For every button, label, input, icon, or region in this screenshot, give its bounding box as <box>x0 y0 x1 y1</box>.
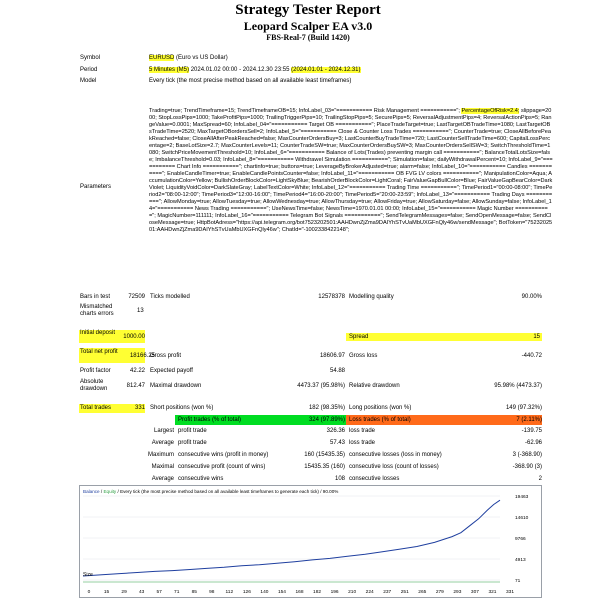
chart-y-tick-label: 14610 <box>515 516 529 521</box>
maximal-profit-label: consecutive profit (count of wins) <box>178 464 266 470</box>
grossloss-label: Gross loss <box>349 353 378 359</box>
maximal-loss-value: -368.90 (3) <box>512 464 542 470</box>
average-loss-value: -62.96 <box>524 440 542 446</box>
chart-x-tick-label: 182 <box>313 590 322 595</box>
short-label: Short positions (won %) <box>150 405 214 411</box>
chart-x-tick-label: 210 <box>348 590 357 595</box>
chart-x-tick-label: 307 <box>470 590 479 595</box>
symbol-value <box>149 55 228 62</box>
model-label: Model <box>80 78 97 84</box>
chart-x-tick-label: 154 <box>277 590 286 595</box>
chart-x-tick-label: 29 <box>121 590 127 595</box>
chart-size-label: Size <box>83 572 93 578</box>
parameters-before: Trading=true; TrendTimeframe=15; TrendTimeframeOB=15; InfoLabel_03="=========== Risk Management ==========="; <box>149 108 462 114</box>
chart-x-tick-label: 85 <box>191 590 197 595</box>
report-build: FBS-Real-7 (Build 1420) <box>266 33 350 42</box>
largest-label: Largest <box>153 428 174 434</box>
long-value: 149 (97.32%) <box>505 405 542 411</box>
largest-loss-label: loss trade <box>349 428 376 434</box>
grossprofit-label: Gross profit <box>150 353 182 359</box>
period-label: Period <box>80 67 98 73</box>
reldd-label: Relative drawdown <box>349 383 400 389</box>
largest-profit-value: 326.36 <box>326 428 345 434</box>
maximum-label: Maximum <box>147 452 174 458</box>
grossloss-value: -440.72 <box>521 353 542 359</box>
largest-loss-value: -139.75 <box>521 428 542 434</box>
profit-trades-value: 324 (97.89%) <box>308 417 345 423</box>
grossprofit-value: 18606.97 <box>319 353 345 359</box>
period-timeframe: 5 Minutes (M5) <box>149 67 190 73</box>
pf-label: Profit factor <box>80 368 111 374</box>
chart-series <box>83 500 500 582</box>
avg-wins-label: consecutive wins <box>178 476 224 482</box>
parameters-after: slippage=2000; StopLossPips=1000; TakeProfitPips=1000; TrailingTriggerPips=10; TrailingStopPips=5; SecurePips=5; ReversalAdjustmentPips=4; ReversalActionPips=5; RangeValue=0.0001; MaxSpread=60; InfoLabel_04="=========== Target OB ==========="; PlaceTradeTarget=true; LastTargetOBTradeTime=1080; LastTargetOBsTradeTime=2520; MaxTargetOBordersSell=2; InfoLabel_5="=========== Close & Counter Loss Trades ==========="; CounterTrade=true; CloseAllBeforePeakReached=false; CloseAllAfterPeakReached=false; MaxCounterOrdersBuy=3; LastCounterBuyTradeTime=720; LastCounterSellTradeTime=600; CapitalLossPercentage=2; BaseLotSize=2.7; MaxCounterLevels=11; CounterTradeSW=true; MaxCounterOrdersBuySW=3; MaxCounterOrdersSellSW=3; SwitchThresholdTime=1080; SwitchPriceMovementThreshold=10; InfoLabel_6="=========== Balance of Lots(Trades) preventing margin call ==========="; BalanceTotalLotsSize=false; ImbalanceThreshold=0.03; InfoLabel_8="=========== Withdrawel Simulation ==========="; Simulation=false; dailyWithdrawalPercent=10; InfoLabel_9="=========== Chart Info ==========="; chartinfo=true; buttons=true; LeverageByBrokerAdjusted=true; alarm=false; InfoLabel_10="=========== Candles ==========="; EnableCandleTimer=true; EnableCandlePointsCounter=false; InfoLabel_11="=========== OB FVG LV colors ==========="; ManipulationColor=Aqua; AccumulationColor=Yellow; BullishOrderBlockColor=LightSkyBlue; BearishOrderBlockColor=LightCoral; FairValueGapBullColor=Blue; FairValueGapBearColor=DarkViolet; LiquidityVoidColor=DarkSlateGray; LabelTextColor=White; InfoLabel_12="=========== Trading Time ==========="; TimePeriod1="00:00-08:00"; TimePeriod2="08:00-12:00"; TimePeriod3="12:00-16:00"; TimePeriod4="16:00-20:00"; TimePeriod5="20:00-23:59"; InfoLabel_13="=========== Trading Days ==========="; AllowMonday=true; AllowTuesday=true; AllowWednesday=true; AllowThursday=true; AllowFriday=true; AllowSaturday=false; AllowSunday=false; InfoLabel_14="=========== News Trading ==========="; UseNewsTime=false; NewsTime=1970.01.01 00:00; InfoLabel_15="=========== Magic Number ==========="; MagicNumber=111111; InfoLabel_16="=========== Telegram Bot Signals ==========="; SendTelegramMessages=false; SendOpenMessage=false; SendCloseMessage=true; HttpBotAdress="https://api.telegram.org/bot7523202501:AAHDwnZjZma9DAIYhSTvUaMbUXGFnQly46w/sendMessage"; BotToken="7523202501:AAHDwnZjZma9DAIYhSTvUaMbUXGFnQly46w"; ChatId="-1002338422148"; <box>149 108 553 233</box>
chart-y-tick-label: 71 <box>515 579 521 584</box>
avg-losses-value: 2 <box>538 476 542 482</box>
max-wins-label: consecutive wins (profit in money) <box>178 452 269 458</box>
chart-x-tick-label: 140 <box>260 590 269 595</box>
chart-x-tick-label: 43 <box>138 590 145 595</box>
chart-header-rest: / Every tick (the most precise method based on all available least timeframes to generate each tick) / 90.00% <box>116 489 339 494</box>
spread-value: 15 <box>533 334 540 340</box>
chart-x-tick-label: 279 <box>435 590 444 595</box>
balance-chart <box>79 485 542 598</box>
average-loss-label: loss trade <box>349 440 376 446</box>
avg-consecutive-label: Average <box>151 476 174 482</box>
report-subtitle: Leopard Scalper EA v3.0 <box>243 19 373 33</box>
chart-x-tick-label: 321 <box>488 590 497 595</box>
maxdd-label: Maximal drawdown <box>150 383 202 389</box>
quality-value: 90.00% <box>521 294 542 300</box>
maximal-loss-label: consecutive loss (count of losses) <box>349 464 439 470</box>
ticks-value: 12578378 <box>318 294 345 300</box>
absdd-value: 812.47 <box>126 383 145 389</box>
period-value <box>149 67 361 74</box>
chart-x-tick-label: 265 <box>418 590 427 595</box>
absdd-label: Absolute drawdown <box>80 379 108 392</box>
mismatch-value: 13 <box>137 308 144 314</box>
trades-value: 331 <box>134 405 145 411</box>
short-value: 182 (98.35%) <box>308 405 345 411</box>
chart-header-sep: / <box>99 489 104 494</box>
ticks-label: Ticks modelled <box>150 294 190 300</box>
long-label: Long positions (won %) <box>349 405 412 411</box>
quality-label: Modelling quality <box>349 294 394 300</box>
profit-trades-label: Profit trades (% of total) <box>178 417 242 423</box>
max-wins-value: 160 (15435.35) <box>304 452 345 458</box>
chart-y-tick-label: 9766 <box>515 537 526 542</box>
chart-header-balance: Balance <box>83 489 100 494</box>
chart-x-tick-label: 112 <box>225 590 234 595</box>
avg-losses-label: consecutive losses <box>349 476 400 482</box>
model-value: Every tick (the most precise method based on all available least timeframes) <box>149 78 352 84</box>
chart-x-tick-label: 0 <box>87 590 91 595</box>
max-losses-value: 3 (-368.90) <box>512 452 542 458</box>
chart-x-tick-label: 15 <box>103 590 110 595</box>
largest-profit-label: profit trade <box>178 428 207 434</box>
maxdd-value: 4473.37 (95.98%) <box>297 383 345 389</box>
loss-trades-label: Loss trades (% of total) <box>349 417 411 423</box>
netprofit-label: Total net profit <box>80 349 118 355</box>
parameters-risk-highlight: PercentageOfRisk=2.4; <box>461 108 520 114</box>
maximal-profit-value: 15435.35 (160) <box>304 464 345 470</box>
parameters-text <box>149 108 553 234</box>
loss-trades-value: 7 (2.11%) <box>516 417 542 423</box>
payoff-label: Expected payoff <box>150 368 193 374</box>
chart-x-tick-label: 251 <box>400 590 409 595</box>
chart-y-tick-label: 4913 <box>515 558 526 563</box>
chart-x-tick-label: 57 <box>156 590 162 595</box>
payoff-value: 54.88 <box>329 368 345 374</box>
chart-x-tick-label: 293 <box>453 590 462 595</box>
parameters-label: Parameters <box>80 184 112 190</box>
chart-x-tick-label: 98 <box>209 590 215 595</box>
trades-label: Total trades <box>80 405 112 411</box>
chart-x-tick-label: 196 <box>330 590 339 595</box>
chart-header <box>83 489 338 494</box>
netprofit-value: 18166.25 <box>129 353 155 359</box>
balance-chart-svg <box>80 486 541 597</box>
spread-label: Spread <box>349 334 369 340</box>
chart-x-ticks <box>88 589 515 595</box>
chart-x-tick-label: 237 <box>383 590 392 595</box>
chart-x-tick-label: 224 <box>365 590 374 595</box>
maximal-label: Maximal <box>151 464 174 470</box>
max-losses-label: consecutive losses (loss in money) <box>349 452 442 458</box>
chart-x-tick-label: 126 <box>242 590 251 595</box>
chart-header-equity: Equity <box>103 489 117 494</box>
chart-y-tick-label: 19463 <box>515 495 529 500</box>
chart-x-tick-label: 331 <box>505 590 515 595</box>
pf-value: 42.22 <box>129 368 145 374</box>
bars-value: 72509 <box>128 294 145 300</box>
period-highlight: (2024.01.01 - 2024.12.31) <box>291 67 361 73</box>
deposit-value: 1000.00 <box>123 334 145 340</box>
symbol-desc: (Euro vs US Dollar) <box>176 55 228 61</box>
average-label: Average <box>151 440 174 446</box>
deposit-label: Initial deposit <box>80 330 116 336</box>
chart-x-tick-label: 71 <box>174 590 180 595</box>
symbol-code: EURUSD <box>149 55 175 61</box>
reldd-value: 95.98% (4473.37) <box>494 383 542 389</box>
chart-grid <box>83 496 500 580</box>
period-range: 2024.01.02 00:00 - 2024.12.30 23:55 <box>190 67 290 73</box>
avg-wins-value: 108 <box>334 476 345 482</box>
average-profit-value: 57.43 <box>329 440 345 446</box>
symbol-label: Symbol <box>80 55 101 61</box>
chart-y-ticks <box>515 494 529 584</box>
report-title: Strategy Tester Report <box>235 2 381 18</box>
average-profit-label: profit trade <box>178 440 207 446</box>
mismatch-label: Mismatched charts errors <box>80 304 114 317</box>
chart-x-tick-label: 168 <box>295 590 304 595</box>
bars-label: Bars in test <box>80 294 111 300</box>
